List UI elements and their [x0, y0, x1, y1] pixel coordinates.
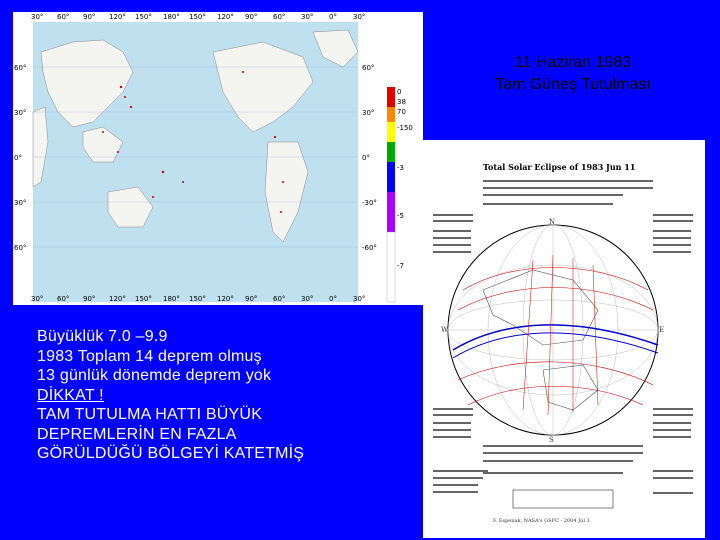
left-tick: 60°	[14, 244, 27, 252]
bottom-tick: 150°	[189, 295, 206, 303]
top-tick: 90°	[83, 13, 96, 21]
eclipse-chart	[423, 140, 705, 538]
scale-label: 0	[397, 88, 402, 96]
top-tick: 0°	[329, 13, 337, 21]
right-tick: 0°	[362, 154, 370, 162]
scale-label: 38	[397, 98, 406, 106]
bottom-tick: 60°	[57, 295, 70, 303]
left-tick: 30°	[14, 109, 27, 117]
header-text-lines	[483, 180, 653, 205]
top-tick: 60°	[57, 13, 70, 21]
top-tick: 60°	[273, 13, 286, 21]
body-line: GÖRÜLDÜĞÜ BÖLGEYİ KATETMİŞ	[37, 445, 305, 462]
bottom-tick: 90°	[245, 295, 258, 303]
eclipse-footer: F. Espenak, NASA's GSFC - 2004 Jul 3	[493, 518, 590, 524]
bottom-tick: 90°	[83, 295, 96, 303]
body-line: TAM TUTULMA HATTI BÜYÜK	[37, 406, 263, 423]
body-text	[37, 327, 304, 464]
scale-label: 70	[397, 108, 406, 116]
side-text-right	[653, 214, 693, 494]
bottom-text	[483, 445, 643, 474]
direction-north: N	[549, 218, 556, 226]
scale-label: -7	[397, 262, 404, 270]
bottom-tick: 150°	[135, 295, 152, 303]
right-tick: 30°	[362, 109, 375, 117]
bottom-tick: 30°	[301, 295, 314, 303]
left-tick: 30°	[14, 199, 27, 207]
depth-scale-bar	[387, 87, 395, 302]
top-tick: 30°	[353, 13, 366, 21]
left-tick: 0°	[14, 154, 22, 162]
title-line-2: Tam Güneş Tutulması	[495, 76, 651, 93]
top-tick: 90°	[245, 13, 258, 21]
bottom-tick: 0°	[329, 295, 337, 303]
body-line: 1983 Toplam 14 deprem olmuş	[37, 347, 262, 365]
right-tick: -30°	[362, 199, 377, 207]
eclipse-heading: Total Solar Eclipse of 1983 Jun 11	[483, 162, 636, 172]
left-tick: 60°	[14, 64, 27, 72]
scale-label: -150	[397, 124, 413, 132]
warning-label: DİKKAT !	[37, 386, 104, 404]
direction-south: S	[549, 436, 554, 444]
top-tick: 30°	[31, 13, 44, 21]
direction-east: E	[659, 326, 665, 334]
right-tick: -60°	[362, 244, 377, 252]
bottom-tick: 30°	[31, 295, 44, 303]
body-line: 13 günlük dönemde deprem yok	[37, 367, 272, 384]
top-tick: 30°	[301, 13, 314, 21]
page-title	[436, 52, 710, 96]
bottom-tick: 30°	[353, 295, 366, 303]
top-tick: 180°	[163, 13, 180, 21]
scale-box	[513, 490, 613, 508]
top-tick: 150°	[189, 13, 206, 21]
bottom-tick: 120°	[109, 295, 126, 303]
direction-west: W	[441, 326, 449, 334]
eclipse-globe-svg	[423, 140, 705, 538]
top-tick: 120°	[217, 13, 234, 21]
scale-label: -5	[397, 212, 404, 220]
bottom-tick: 120°	[217, 295, 234, 303]
body-line: Büyüklük 7.0 –9.9	[37, 328, 168, 345]
scale-label: -3	[397, 164, 404, 172]
title-line-1: 11 Haziran 1983	[514, 54, 632, 71]
top-tick: 120°	[109, 13, 126, 21]
bottom-tick: 60°	[273, 295, 286, 303]
top-tick: 150°	[135, 13, 152, 21]
body-line: DEPREMLERİN EN FAZLA	[37, 425, 237, 443]
right-tick: 60°	[362, 64, 375, 72]
world-earthquake-map	[13, 12, 423, 305]
bottom-tick: 180°	[163, 295, 180, 303]
